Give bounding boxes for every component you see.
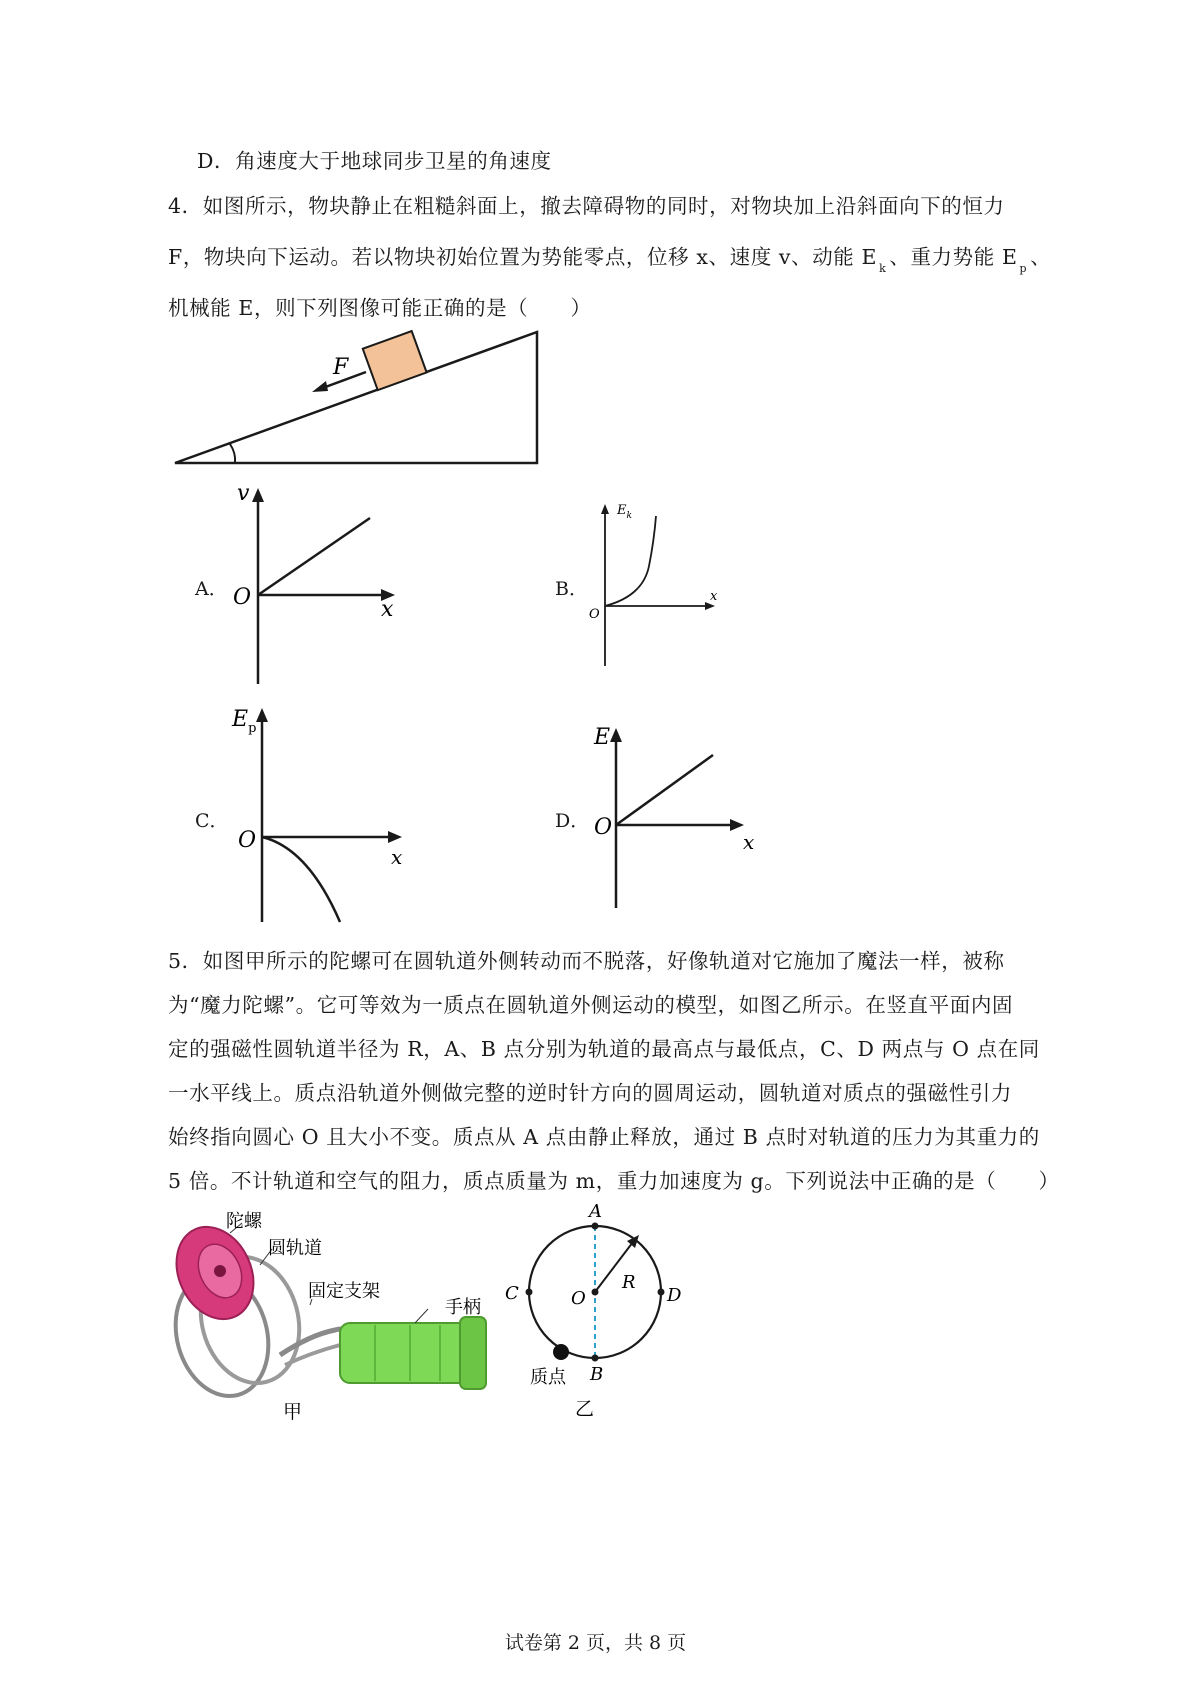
point-c	[526, 1289, 533, 1296]
caption-yi: 乙	[575, 1398, 595, 1420]
block-group	[363, 331, 427, 390]
incline-angle-arc	[230, 444, 235, 463]
q4-stem-line2-a: F，物块向下运动。若以物块初始位置为势能零点，位移 x、速度 v、动能 E	[168, 245, 878, 269]
label-b: B	[590, 1364, 604, 1385]
force-label: F	[333, 355, 349, 380]
label-c: C	[505, 1283, 519, 1304]
graph-c-curve	[262, 837, 340, 922]
point-a	[592, 1223, 599, 1230]
graph-b-ylabel: $E_k$	[617, 503, 632, 521]
graph-b-curve	[605, 516, 656, 606]
block	[363, 331, 427, 390]
q4-stem-line3: 机械能 E，则下列图像可能正确的是（ ）	[168, 296, 592, 320]
graph-c-ylabel: $E_p$	[232, 707, 257, 736]
graph-b-y-arrow	[601, 504, 609, 514]
graph-d-xlabel: x	[743, 830, 755, 854]
particle	[553, 1344, 569, 1360]
q4-stem-line2-b: 、重力势能 E	[889, 245, 1018, 269]
q5-stem-line5: 始终指向圆心 O 且大小不变。质点从 A 点由静止释放，通过 B 点时对轨道的压力为其重力的	[168, 1125, 1040, 1149]
handle-body	[340, 1317, 486, 1389]
graph-a-curve	[258, 518, 370, 595]
option-d-label: D．	[555, 810, 590, 832]
graph-c-y-arrow	[256, 708, 268, 722]
figure-yi	[500, 1200, 700, 1425]
graph-a-xlabel: x	[381, 597, 394, 622]
point-o	[592, 1289, 599, 1296]
graph-a	[225, 476, 405, 691]
graph-a-ylabel: v	[237, 481, 250, 506]
q5-stem-line1: 5．如图甲所示的陀螺可在圆轨道外侧转动而不脱落，好像轨道对它施加了魔法一样，被称	[168, 949, 1005, 973]
graph-d-ylabel: E	[594, 725, 611, 750]
figure-jia	[160, 1205, 500, 1430]
label-o: O	[571, 1288, 586, 1309]
graph-c-origin: O	[238, 828, 257, 853]
graph-c	[228, 700, 418, 925]
label-bracket: 固定支架	[308, 1281, 380, 1302]
label-track: 圆轨道	[268, 1238, 322, 1259]
label-r: R	[622, 1272, 636, 1293]
label-handle: 手柄	[445, 1297, 481, 1318]
q5-stem-line4: 一水平线上。质点沿轨道外侧做完整的逆时针方向的圆周运动，圆轨道对质点的强磁性引力	[168, 1081, 1012, 1105]
option-c-label: C．	[195, 810, 229, 832]
point-b	[592, 1355, 599, 1362]
q4-stem-line1: 4．如图所示，物块静止在粗糙斜面上，撤去障碍物的同时，对物块加上沿斜面向下的恒力	[168, 194, 1005, 218]
q3-option-d: D．角速度大于地球同步卫星的角速度	[197, 149, 552, 173]
graph-d-origin: O	[594, 815, 613, 840]
graph-b-origin: O	[589, 607, 600, 622]
graph-d-y-arrow	[610, 728, 622, 742]
graph-d	[588, 720, 768, 915]
graph-a-y-arrow	[252, 488, 264, 502]
q5-stem-line6: 5 倍。不计轨道和空气的阻力，质点质量为 m，重力加速度为 g。下列说法中正确的是（ ）	[168, 1169, 1060, 1193]
label-top: 陀螺	[226, 1211, 262, 1232]
label-d: D	[667, 1285, 682, 1306]
graph-d-curve	[616, 755, 713, 825]
q5-stem-line2: 为“魔力陀螺”。它可等效为一质点在圆轨道外侧运动的模型，如图乙所示。在竖直平面内固	[168, 993, 1014, 1017]
q4-stem-line2-c: 、	[1030, 245, 1052, 269]
graph-b	[583, 496, 733, 671]
graph-a-origin: O	[233, 585, 252, 610]
caption-jia: 甲	[283, 1401, 303, 1423]
q4-stem-line2	[168, 240, 1052, 275]
graph-c-xlabel: x	[391, 845, 403, 869]
graph-d-x-arrow	[730, 819, 744, 831]
incline-triangle	[175, 332, 537, 463]
incline-figure	[170, 326, 550, 471]
q4-sub-p: p	[1019, 262, 1028, 275]
label-particle: 质点	[530, 1367, 566, 1388]
q5-stem-line3: 定的强磁性圆轨道半径为 R，A、B 点分别为轨道的最高点与最低点，C、D 两点与 O 点在同	[168, 1037, 1040, 1061]
point-d	[658, 1289, 665, 1296]
option-b-label: B．	[555, 578, 588, 600]
page-footer: 试卷第 2 页，共 8 页	[504, 1632, 687, 1654]
force-arrow-head	[312, 381, 328, 392]
label-a: A	[589, 1201, 602, 1222]
option-a-label: A．	[195, 578, 228, 600]
graph-b-xlabel: x	[710, 589, 718, 604]
q4-sub-k: k	[879, 262, 887, 275]
graph-c-x-arrow	[388, 831, 402, 843]
